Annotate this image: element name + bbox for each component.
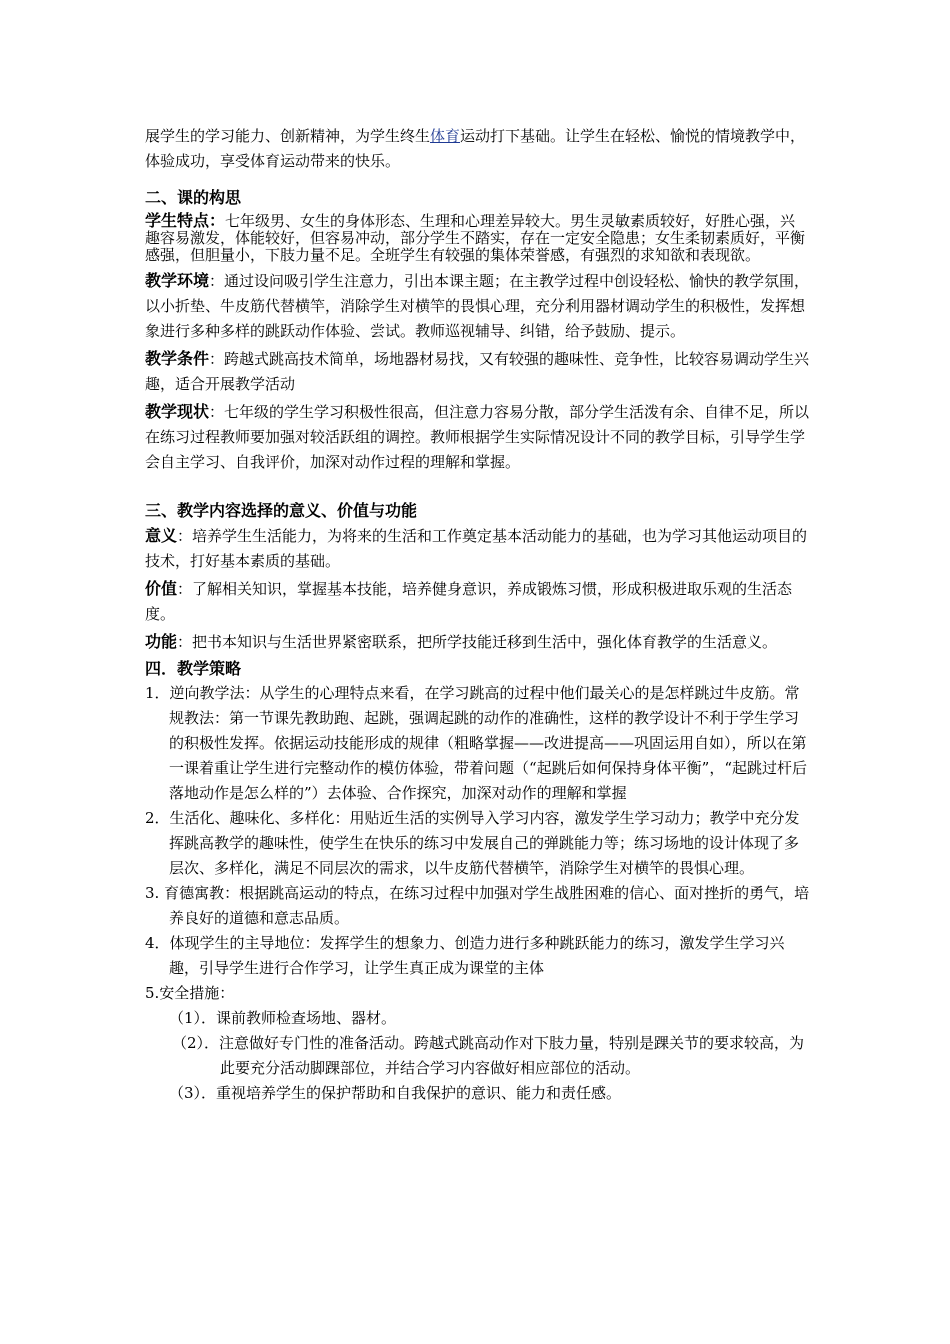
intro-paragraph: 展学生的学习能力、创新精神，为学生终生体育运动打下基础。让学生在轻松、愉悦的情境教学中，体验成功，享受体育运动带来的快乐。 [145,127,806,170]
function-paragraph: 功能：把书本知识与生活世界紧密联系，把所学技能迁移到生活中，强化体育教学的生活意义。 [145,632,778,651]
strategy-item-4: 4．体现学生的主导地位：发挥学生的想象力、创造力进行多种跳跃能力的练习，激发学生学习兴趣，引导学生进行合作学习，让学生真正成为课堂的主体 [145,934,785,977]
value-paragraph: 价值：了解相关知识，掌握基本技能，培养健身意识，养成锻炼习惯，形成积极进取乐观的生活态度。 [145,579,793,623]
teaching-conditions-label: 教学条件 [145,349,210,368]
value-label: 价值 [145,579,178,598]
meaning-label: 意义 [145,526,178,545]
safety-measures-label: 5.安全措施： [145,984,235,1002]
section-heading-concept: 二、课的构思 [145,188,242,207]
teaching-status-paragraph: 教学现状：七年级的学生学习积极性很高，但注意力容易分散，部分学生活泼有余、自律不足，所以在练习过程教师要加强对较活跃组的调控。教师根据学生实际情况设计不同的教学目标，引导学生学会自主学习、自我评价，加深对动作过程的理解和掌握。 [145,402,810,471]
strategy-item-2: 2．生活化、趣味化、多样化：用贴近生活的实例导入学习内容，激发学生学习动力；教学中充分发挥跳高教学的趣味性，使学生在快乐的练习中发展自己的弹跳能力等；练习场地的设计体现了多层次、多样化，满足不同层次的需求，以牛皮筋代替横竿，消除学生对横竿的畏惧心理。 [145,809,800,877]
function-label: 功能 [145,632,178,651]
teaching-conditions-paragraph: 教学条件：跨越式跳高技术简单，场地器材易找，又有较强的趣味性、竞争性，比较容易调动学生兴趣，适合开展教学活动 [145,349,810,393]
document-page [145,124,810,1106]
safety-item-2: （2）．注意做好专门性的准备活动。跨越式跳高动作对下肢力量，特别是踝关节的要求较高，为此要充分活动脚踝部位，并结合学习内容做好相应部位的活动。 [172,1034,805,1077]
safety-item-1: （1）．课前教师检查场地、器材。 [169,1009,397,1027]
sports-link[interactable]: 体育 [430,127,461,145]
teaching-environment-label: 教学环境 [145,271,210,290]
student-features-paragraph: 学生特点：七年级男、女生的身体形态、生理和心理差异较大。男生灵敏素质较好，好胜心强，兴趣容易激发，体能较好，但容易冲动，部分学生不踏实，存在一定安全隐患；女生柔韧素质好，平衡感强，但胆量小，下肢力量不足。全班学生有较强的集体荣誉感，有强烈的求知欲和表现欲。 [145,211,806,264]
section-heading-strategy: 四．教学策略 [145,659,242,678]
student-features-label: 学生特点： [145,211,226,230]
strategy-item-1: 1．逆向教学法：从学生的心理特点来看，在学习跳高的过程中他们最关心的是怎样跳过牛皮筋。常规教法：第一节课先教助跑、起跳，强调起跳的动作的准确性，这样的教学设计不利于学生学习的积极性发挥。依据运动技能形成的规律（粗略掌握——改进提高——巩固运用自如），所以在第一课着重让学生进行完整动作的模仿体验，带着问题（“起跳后如何保持身体平衡”，“起跳过杆后落地动作是怎么样的”）去体验、合作探究，加深对动作的理解和掌握 [145,684,808,802]
meaning-paragraph: 意义：培养学生生活能力，为将来的生活和工作奠定基本活动能力的基础，也为学习其他运动项目的技术，打好基本素质的基础。 [145,526,808,570]
teaching-status-label: 教学现状 [145,402,210,421]
teaching-environment-paragraph: 教学环境：通过设问吸引学生注意力，引出本课主题；在主教学过程中创设轻松、愉快的教学氛围，以小折垫、牛皮筋代替横竿，消除学生对横竿的畏惧心理，充分利用器材调动学生的积极性，发挥想象进行多种多样的跳跃动作体验、尝试。教师巡视辅导、纠错，给予鼓励、提示。 [145,271,810,340]
strategy-item-3: 3. 育德寓教：根据跳高运动的特点，在练习过程中加强对学生战胜困难的信心、面对挫折的勇气，培养良好的道德和意志品质。 [145,884,810,927]
section-heading-content: 三、教学内容选择的意义、价值与功能 [145,501,418,520]
safety-item-3: （3）．重视培养学生的保护帮助和自我保护的意识、能力和责任感。 [169,1084,622,1102]
